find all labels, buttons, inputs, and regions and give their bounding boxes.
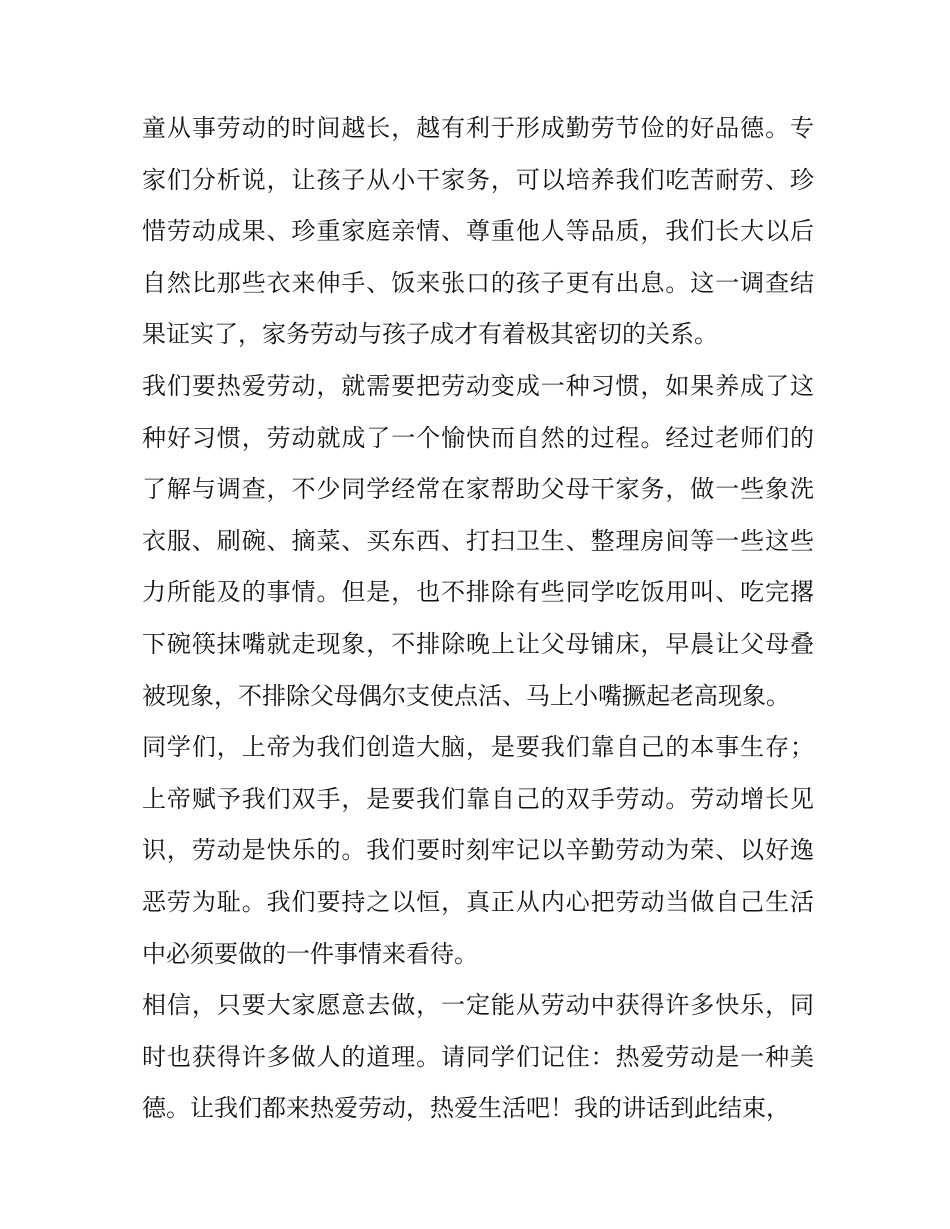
text-line: 相信，只要大家愿意去做，一定能从劳动中获得许多快乐，同	[142, 991, 814, 1020]
text-line: 上帝赋予我们双手，是要我们靠自己的双手劳动。劳动增长见	[142, 784, 814, 813]
text-line: 我们要热爱劳动，就需要把劳动变成一种习惯，如果养成了这	[142, 371, 814, 400]
text-line: 同学们，上帝为我们创造大脑，是要我们靠自己的本事生存；	[142, 733, 814, 762]
text-line: 种好习惯，劳动就成了一个愉快而自然的过程。经过老师们的	[142, 423, 814, 452]
text-line: 德。让我们都来热爱劳动，热爱生活吧！我的讲话到此结束，	[142, 1094, 790, 1123]
text-line: 了解与调查，不少同学经常在家帮助父母干家务，做一些象洗	[142, 475, 814, 504]
text-line: 识，劳动是快乐的。我们要时刻牢记以辛勤劳动为荣、以好逸	[142, 836, 814, 865]
text-line: 惜劳动成果、珍重家庭亲情、尊重他人等品质，我们长大以后	[142, 217, 814, 246]
text-line: 被现象，不排除父母偶尔支使点活、马上小嘴撅起老高现象。	[142, 681, 790, 710]
text-line: 家们分析说，让孩子从小干家务，可以培养我们吃苦耐劳、珍	[142, 165, 814, 194]
text-line: 童从事劳动的时间越长，越有利于形成勤劳节俭的好品德。专	[142, 114, 814, 142]
text-line: 果证实了，家务劳动与孩子成才有着极其密切的关系。	[142, 320, 718, 349]
text-line: 时也获得许多做人的道理。请同学们记住：热爱劳动是一种美	[142, 1042, 814, 1071]
text-line: 衣服、刷碗、摘菜、买东西、打扫卫生、整理房间等一些这些	[142, 526, 814, 555]
text-line: 自然比那些衣来伸手、饭来张口的孩子更有出息。这一调查结	[142, 268, 814, 297]
document-body	[142, 103, 814, 1135]
text-line: 中必须要做的一件事情来看待。	[142, 939, 478, 968]
text-line: 下碗筷抹嘴就走现象，不排除晚上让父母铺床，早晨让父母叠	[142, 629, 814, 658]
text-line: 力所能及的事情。但是，也不排除有些同学吃饭用叫、吃完撂	[142, 578, 814, 607]
text-line: 恶劳为耻。我们要持之以恒，真正从内心把劳动当做自己生活	[142, 887, 814, 916]
